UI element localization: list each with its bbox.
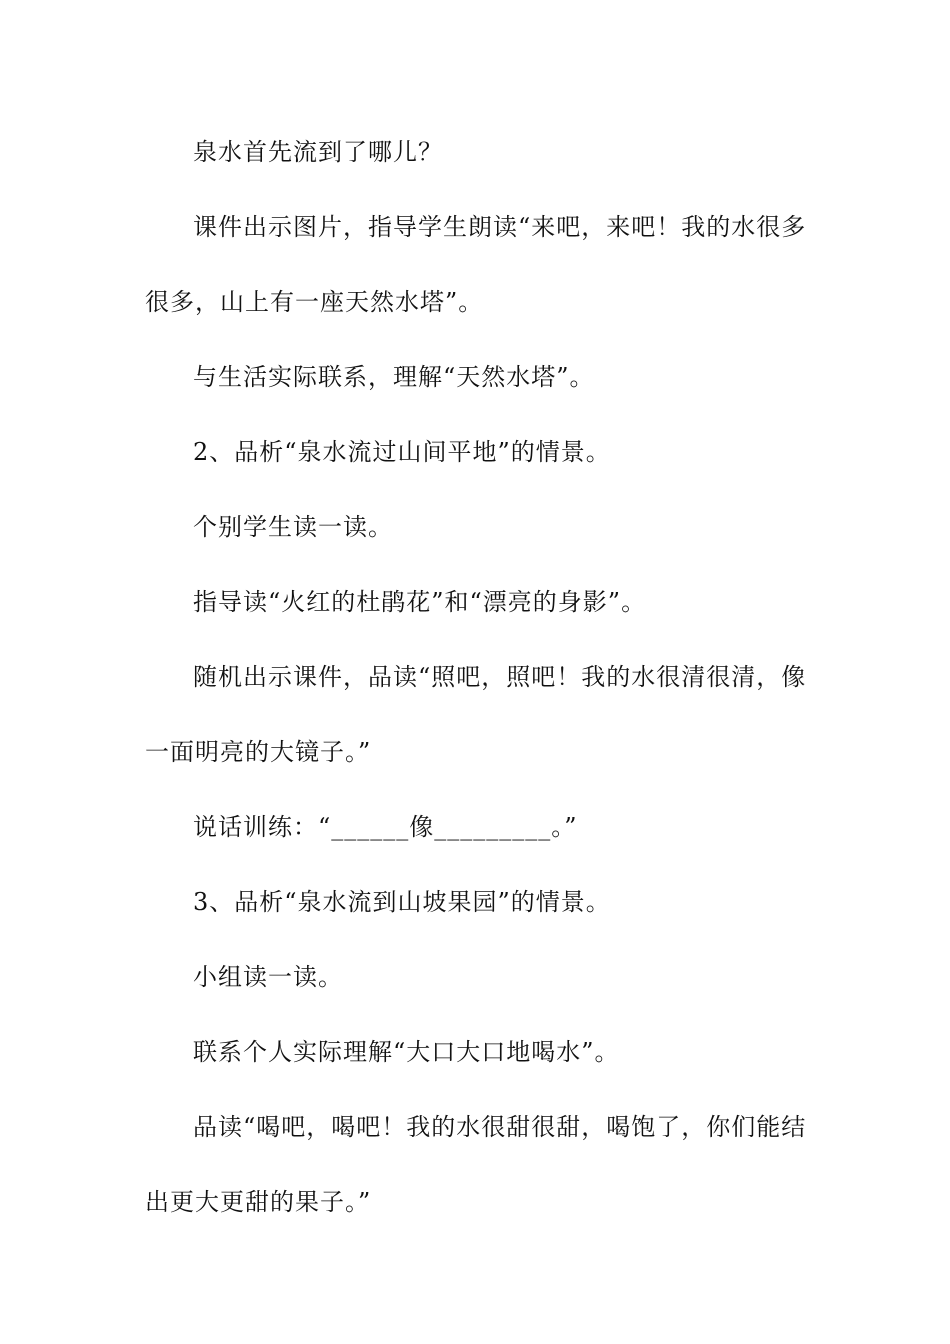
text-line: 出更大更甜的果子。” — [145, 1188, 372, 1216]
text-line: 3、品析“泉水流到山坡果园”的情景。 — [193, 888, 611, 916]
text-line: 随机出示课件，品读“照吧，照吧！我的水很清很清，像 — [193, 663, 807, 691]
text-line: 小组读一读。 — [193, 963, 343, 991]
text-line: 泉水首先流到了哪儿？ — [193, 138, 443, 166]
text-line: 与生活实际联系，理解“天然水塔”。 — [193, 363, 595, 391]
text-line: 联系个人实际理解“大口大口地喝水”。 — [193, 1038, 620, 1066]
text-line: 一面明亮的大镜子。” — [145, 738, 372, 766]
text-line: 说话训练：“______像_________。” — [193, 813, 578, 841]
text-line: 指导读“火红的杜鹃花”和“漂亮的身影”。 — [193, 588, 647, 616]
text-line: 很多，山上有一座天然水塔”。 — [145, 288, 484, 316]
text-line: 品读“喝吧，喝吧！我的水很甜很甜，喝饱了，你们能结 — [193, 1113, 807, 1141]
text-line: 2、品析“泉水流过山间平地”的情景。 — [193, 438, 611, 466]
text-line: 个别学生读一读。 — [193, 513, 393, 541]
text-line: 课件出示图片，指导学生朗读“来吧，来吧！我的水很多 — [193, 213, 807, 241]
